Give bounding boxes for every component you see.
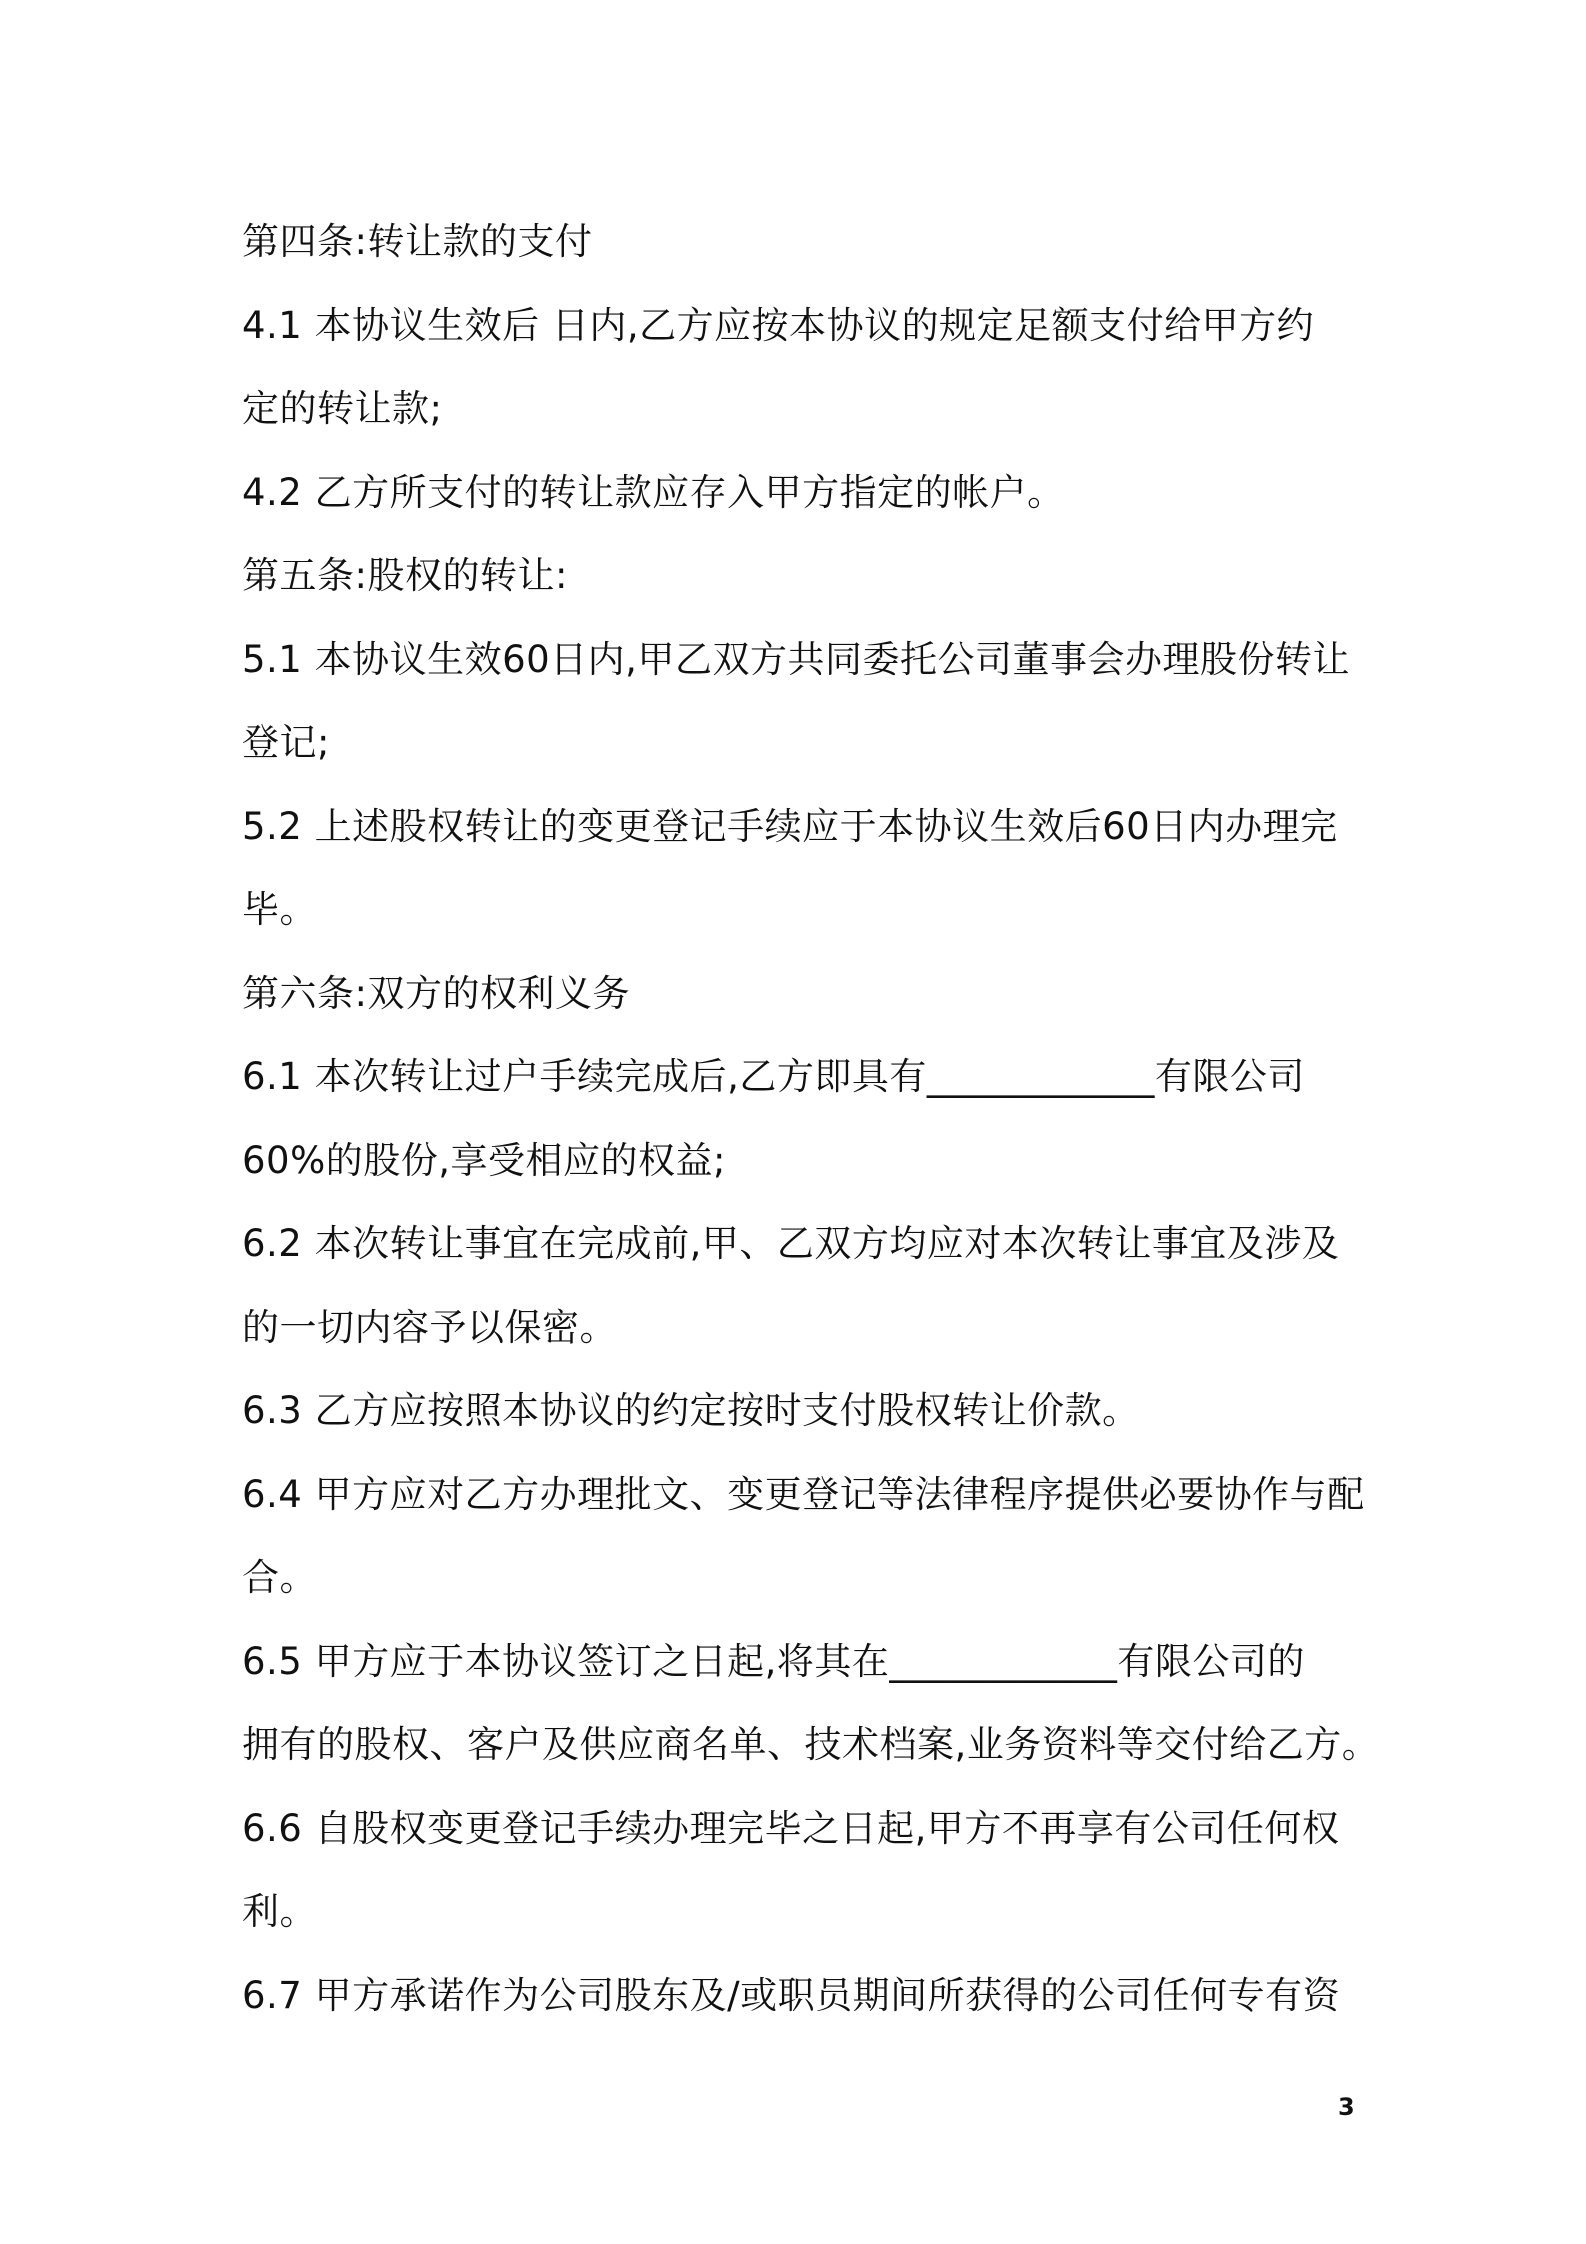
clause-6-2-line-2: 的一切内容予以保密。 <box>242 1305 617 1349</box>
clause-5-2-line-2: 毕。 <box>242 888 317 931</box>
clause-6-3: 6.3 乙方应按照本协议的约定按时支付股权转让价款。 <box>242 1389 1140 1432</box>
clause-6-6-line-2: 利。 <box>242 1890 317 1933</box>
clause-6-1-line-2: 60%的股份,享受相应的权益; <box>242 1138 726 1182</box>
clause-5-1-line-1: 5.1 本协议生效60日内,甲乙双方共同委托公司董事会办理股份转让 <box>242 637 1350 681</box>
clause-6-7-line-1: 6.7 甲方承诺作为公司股东及/或职员期间所获得的公司任何专有资 <box>242 1973 1341 2017</box>
clause-6-6-line-1: 6.6 自股权变更登记手续办理完毕之日起,甲方不再享有公司任何权 <box>242 1806 1340 1850</box>
clause-5-2-line-1: 5.2 上述股权转让的变更登记手续应于本协议生效后60日内办理完 <box>242 804 1338 848</box>
article-6-heading: 第六条:双方的权利义务 <box>242 971 630 1015</box>
clause-6-4-line-1: 6.4 甲方应对乙方办理批文、变更登记等法律程序提供必要协作与配 <box>242 1472 1365 1516</box>
clause-4-2: 4.2 乙方所支付的转让款应存入甲方指定的帐户。 <box>242 470 1065 514</box>
page-number: 3 <box>1338 2093 1355 2121</box>
clause-6-4-line-2: 合。 <box>242 1556 317 1599</box>
article-5-heading: 第五条:股权的转让: <box>242 554 568 597</box>
article-4-heading: 第四条:转让款的支付 <box>242 220 593 263</box>
clause-6-2-line-1: 6.2 本次转让事宜在完成前,甲、乙双方均应对本次转让事宜及涉及 <box>242 1222 1340 1265</box>
clause-5-1-line-2: 登记; <box>242 721 330 764</box>
clause-4-1-line-2: 定的转让款; <box>242 387 443 430</box>
clause-4-1-line-1: 4.1 本协议生效后 日内,乙方应按本协议的规定足额支付给甲方约 <box>242 303 1315 347</box>
document-body <box>242 200 1380 2037</box>
clause-6-1-line-1: 6.1 本次转让过户手续完成后,乙方即具有____________有限公司 <box>242 1055 1305 1098</box>
clause-6-5-line-2: 拥有的股权、客户及供应商名单、技术档案,业务资料等交付给乙方。 <box>242 1723 1380 1766</box>
clause-6-5-line-1: 6.5 甲方应于本协议签订之日起,将其在____________有限公司的 <box>242 1639 1305 1683</box>
